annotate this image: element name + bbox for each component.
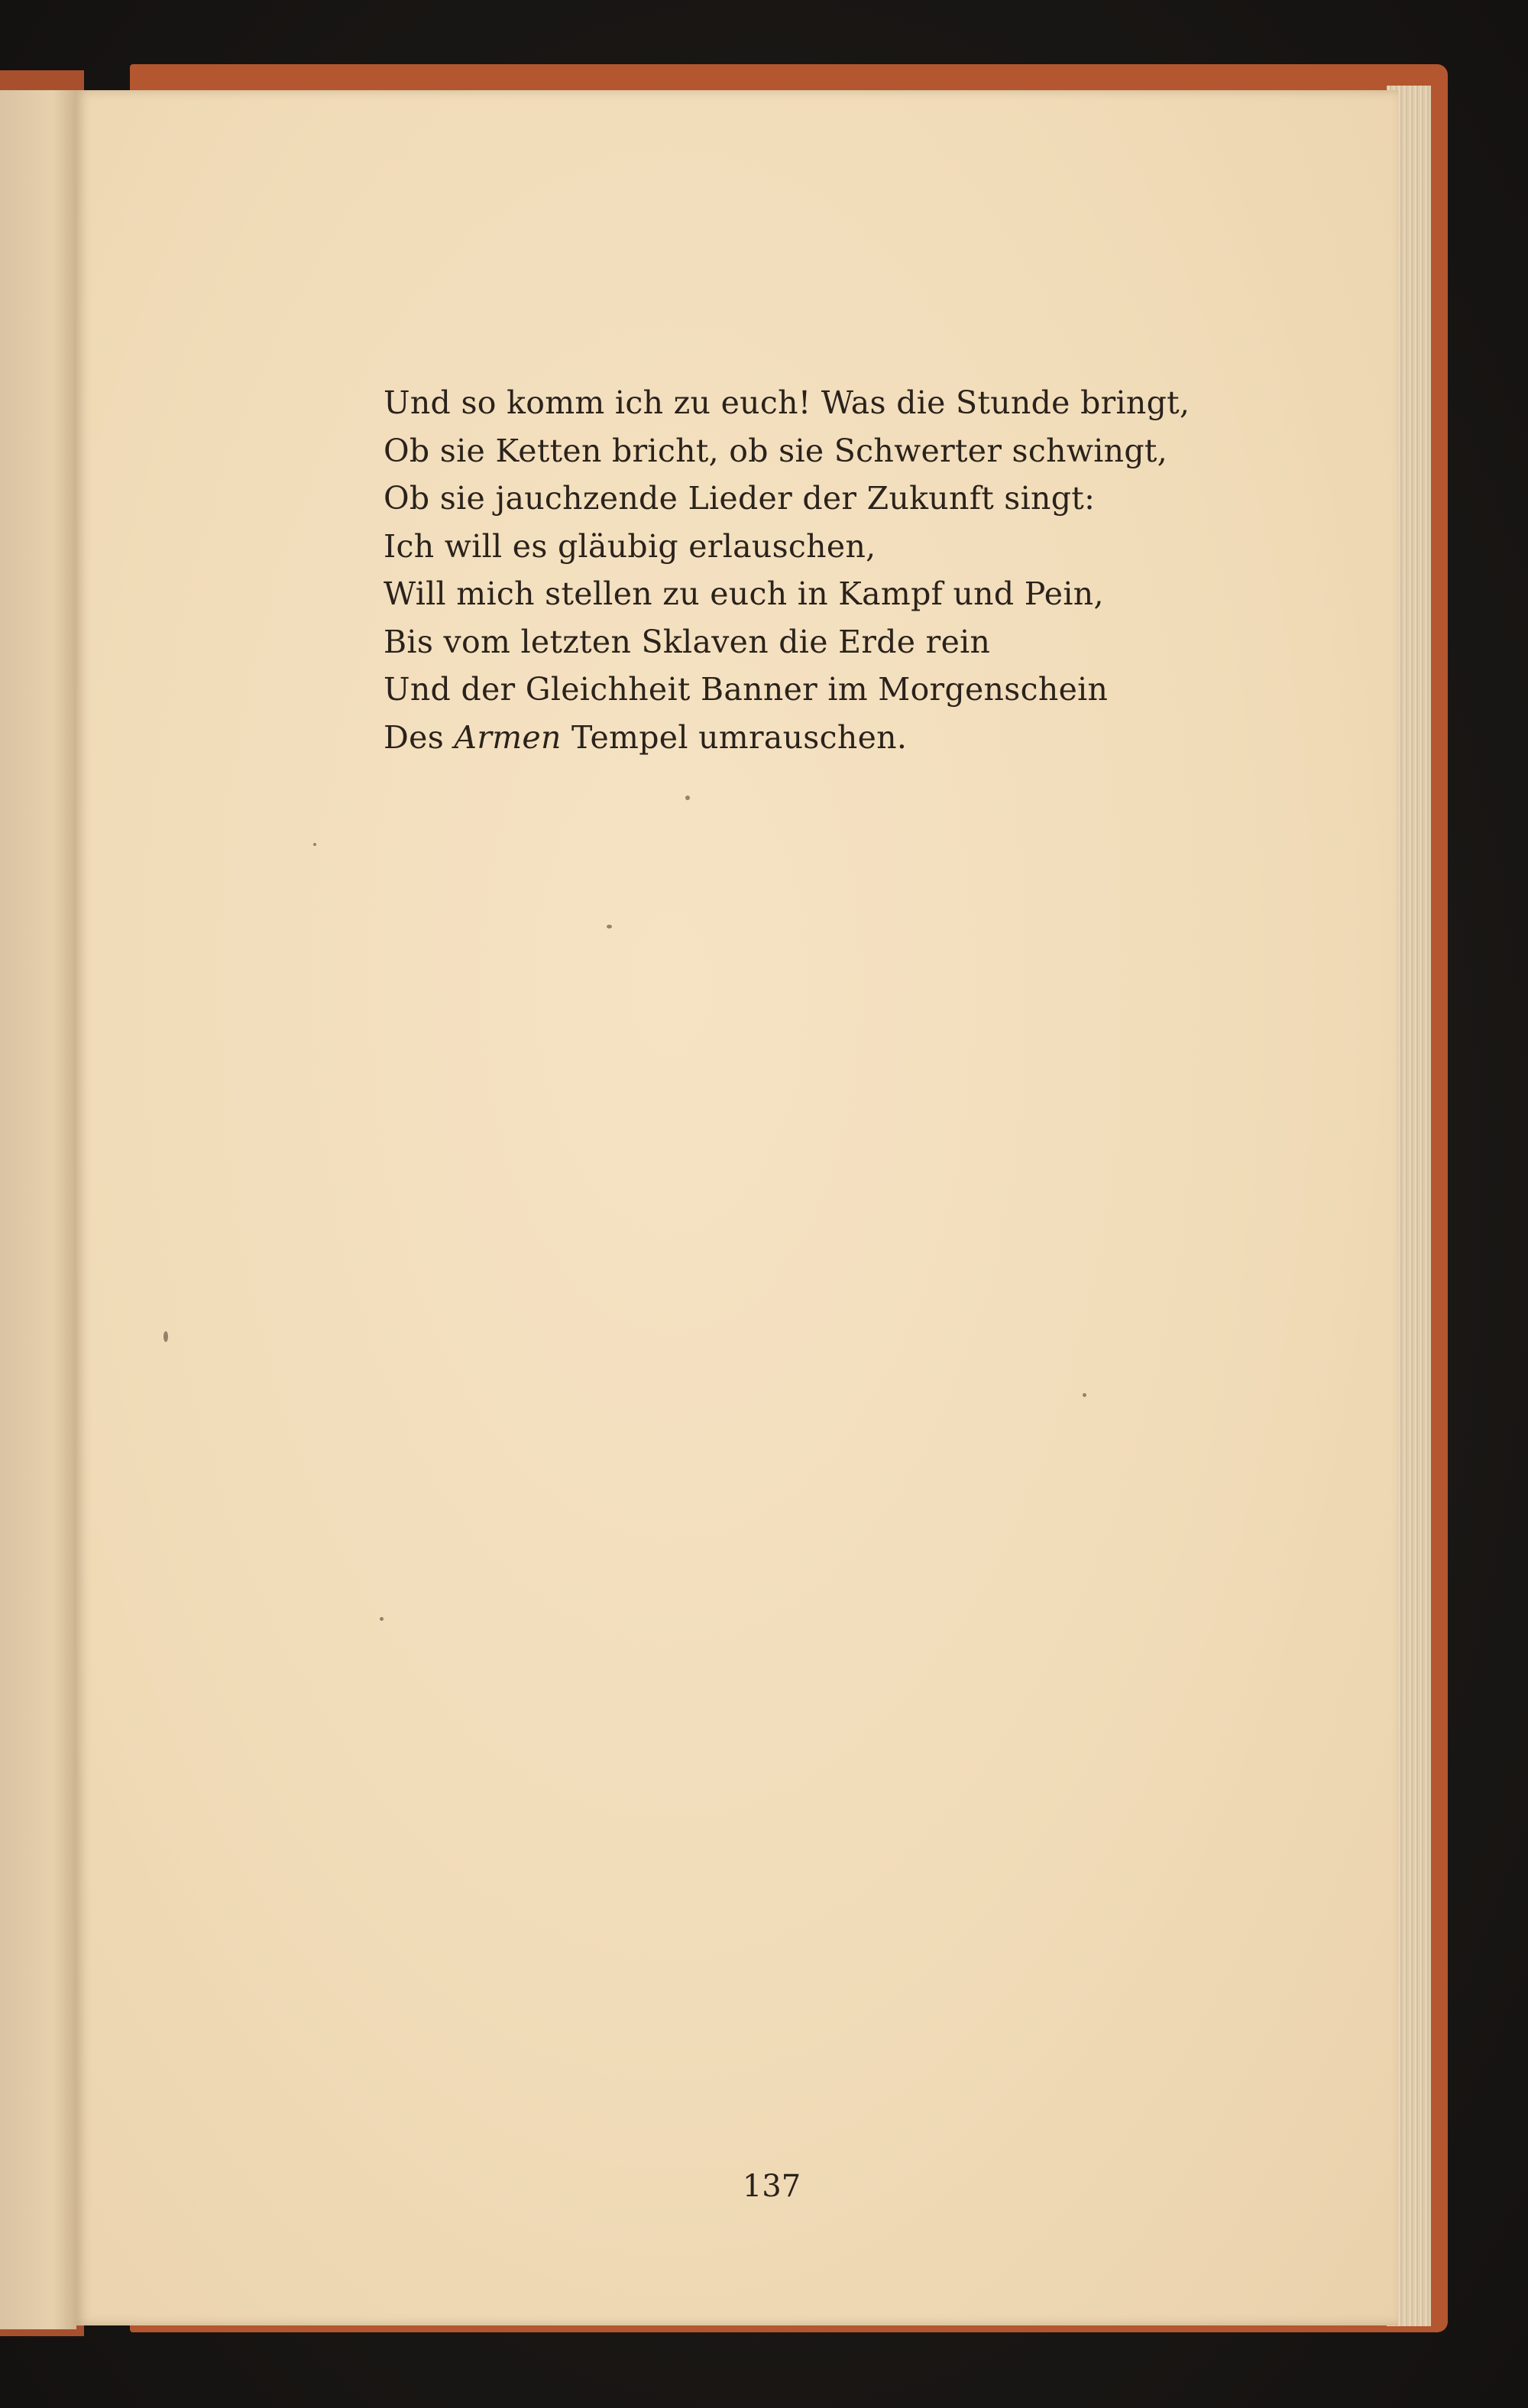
left-page-edge (0, 90, 76, 2329)
poem-stanza (384, 379, 1300, 761)
paper-speck (607, 925, 612, 929)
paper-speck (163, 1331, 168, 1342)
poem-line: Und so komm ich zu euch! Was die Stunde bringt, (384, 384, 1190, 421)
poem-line: Ob sie jauchzende Lieder der Zukunft singt: (384, 480, 1096, 517)
book-page (76, 90, 1398, 2325)
poem-line-italic-word: Armen (454, 718, 562, 756)
poem-line: Bis vom letzten Sklaven die Erde rein (384, 623, 991, 660)
poem-line-prefix: Des (384, 718, 455, 756)
paper-speck (1083, 1393, 1086, 1397)
poem-line: Will mich stellen zu euch in Kampf und Pein, (384, 575, 1104, 612)
paper-speck (685, 796, 690, 800)
poem-line: Ich will es gläubig erlauschen, (384, 527, 876, 565)
page-number: 137 (742, 2169, 801, 2204)
poem-line: Und der Gleichheit Banner im Morgenschein (384, 671, 1109, 708)
poem-line-suffix: Tempel umrauschen. (561, 718, 908, 756)
poem-line-final (384, 714, 1300, 762)
paper-speck (380, 1617, 384, 1621)
poem-line: Ob sie Ketten bricht, ob sie Schwerter schwingt, (384, 432, 1168, 469)
paper-speck (313, 843, 316, 846)
